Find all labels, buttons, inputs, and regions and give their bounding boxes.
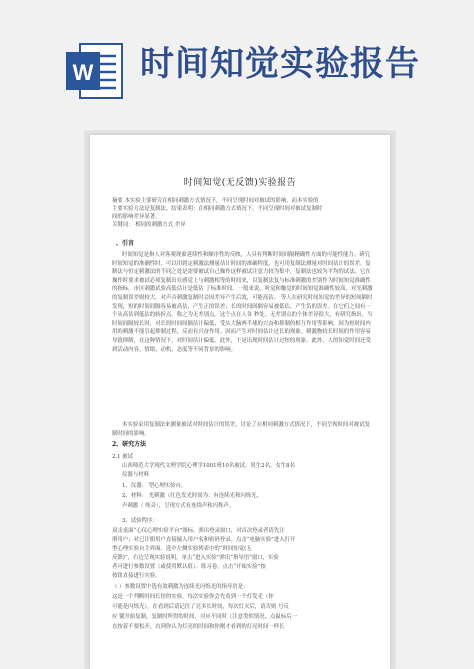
document-title: 时间知觉(无反馈)实验报告 bbox=[183, 178, 297, 188]
section-2-heading: 2、研究方法 bbox=[112, 441, 147, 448]
procedure-line-1: 双击桌面“心仪心理实验平台”图标，弹出登录窗口，对首次登录者请先注 bbox=[112, 528, 285, 534]
materials-heading: 仪器与材料 bbox=[122, 472, 149, 478]
procedure-line-4: 反馈)”，右边呈现实验说明。单击“进入实验”弹出“指导语”窗口，实验 bbox=[112, 555, 279, 561]
word-document-icon bbox=[64, 40, 126, 102]
procedure-heading: 3、试验程序： bbox=[122, 518, 158, 524]
step-line-3: 可能是闪烁光），在看到后请记住了亮多长时间，每次灯灭后，请否则 号反 bbox=[112, 604, 289, 610]
participants-text: 山西师范大学现代文理学院心理学1001班10名被试，男生2名，女生8名 bbox=[122, 463, 295, 469]
step-line-1: （ ）参数设置中选有效刺激为连续光闪烁光的指导语是： bbox=[112, 584, 249, 590]
procedure-line-6: 按钮直接进行实验。 bbox=[112, 573, 161, 579]
materials-line-3: 声刺激（ 纯音），呈现方式有连续声和闪烁声。 bbox=[122, 503, 235, 509]
abstract-line-3: 间的影响差异显著。 bbox=[112, 214, 161, 220]
materials-line-2: 2、材料： 光刺激（红色发光时间为：有连续光和闪烁光， bbox=[122, 493, 262, 499]
intro-paragraph: 时间知觉是指人对客观现象延续性和顺序性的反映，人具有判断时间间隔精确性方面的可能性能力。研究时间知觉的准确性时，可以用到定刺激法测量估计时间的准确程度，也可用复制法测量对时间估计的误差。复制法与恒定刺激法的不同之处是需要被试自己操作这样被试注意力较为集中，复制法也较为平均的试法。它在操作时要求被试必须复制出在感觉上与刺激相等的时间来，以复制法复与标准刺激的差别作为时间知觉准确性的指标。市区刺激试验高低估计是低估 了标准时间。一般来说，听觉和触觉的时间知觉准确性较高，对光刺激的复制误差则较大。对声音刺激复制时会因差异产生后效，可能高估。 等人在研究时间知觉的差异的短间隔时发现，短的时间间隔容易被高估，产生正的误差；长的时间间隔容易被低估，产生负的误差。在它们之间有一个从高估到低估的转折点，称之为无差别点。这个点在人各 秒处。无差别点的个体差异很大，有研究指出，当时间间隔较长时，对长的时间间隔估计偏低，受从大脑两半球的兴奋和抑制的相互作用等影响。因为短时间内用的刺激不能引起抑制过程，反而有兴奋作用。因而产生对时间估计过长的现象。刺激物较长时间的作用容易导致抑制，在这种情况下，对时间估计偏低。此外，于是出现时间估计过短的现象。此外，人的知觉时间还受到活动内容、情绪、动机、态度等不同背景的影响。 bbox=[112, 252, 373, 353]
procedure-line-5: 者可进行参数设置（或使用默认值）。练习卷，点击“开始实验”按 bbox=[112, 564, 266, 570]
word-icon-letter: W bbox=[72, 60, 94, 85]
abstract-line-1: 摘要 本实验主要研究在相同刺激方式情况下，不同呈现时间对被试的影响。而本实验的 bbox=[112, 198, 319, 204]
abstract-line-2: 主要实验方法是复制法。结果表明：在相同刺激方式情况下，不同呈现时间对被试复制时 bbox=[112, 206, 323, 212]
header-title: 时间知觉实验报告 bbox=[140, 44, 420, 84]
keywords: 关键词： 相同的刺激方式 差异 bbox=[112, 222, 186, 228]
document-page bbox=[90, 135, 390, 669]
intro-conclusion: 本实验采用复制法来测量被试对时间估计的误差，讨论了在相同刺激方式情况下，不同呈现时间对被试复制时间的影响。 bbox=[112, 422, 370, 437]
step-line-2: 这是一个判断时间长短的实验，每次实验你会先看到一个灯发光（你 bbox=[112, 594, 274, 600]
procedure-line-3: 型心理实验台主界面。选中左侧实验列表中的“时间知觉(无 bbox=[112, 546, 252, 552]
procedure-line-2: 册用户；对已注册用户直接输入用户名和密码登录。点击“电脑实验”进入打开 bbox=[112, 537, 296, 543]
section-1-heading: 、引言 bbox=[116, 240, 135, 247]
header-banner bbox=[0, 0, 474, 125]
subsection-participants: 2.1 被试 bbox=[112, 454, 134, 460]
materials-line-1: 1、仪器： 型心理实验台， bbox=[122, 483, 187, 489]
step-line-5: 直按着不要松开，直到你认为灯亮的时间和你刚才看到的灯亮时间一样长 bbox=[112, 624, 285, 630]
step-line-4: 应 键开始复制，复制时所得的时间，对应不同时（注意类似情况，点鼠标后一 bbox=[112, 614, 297, 620]
